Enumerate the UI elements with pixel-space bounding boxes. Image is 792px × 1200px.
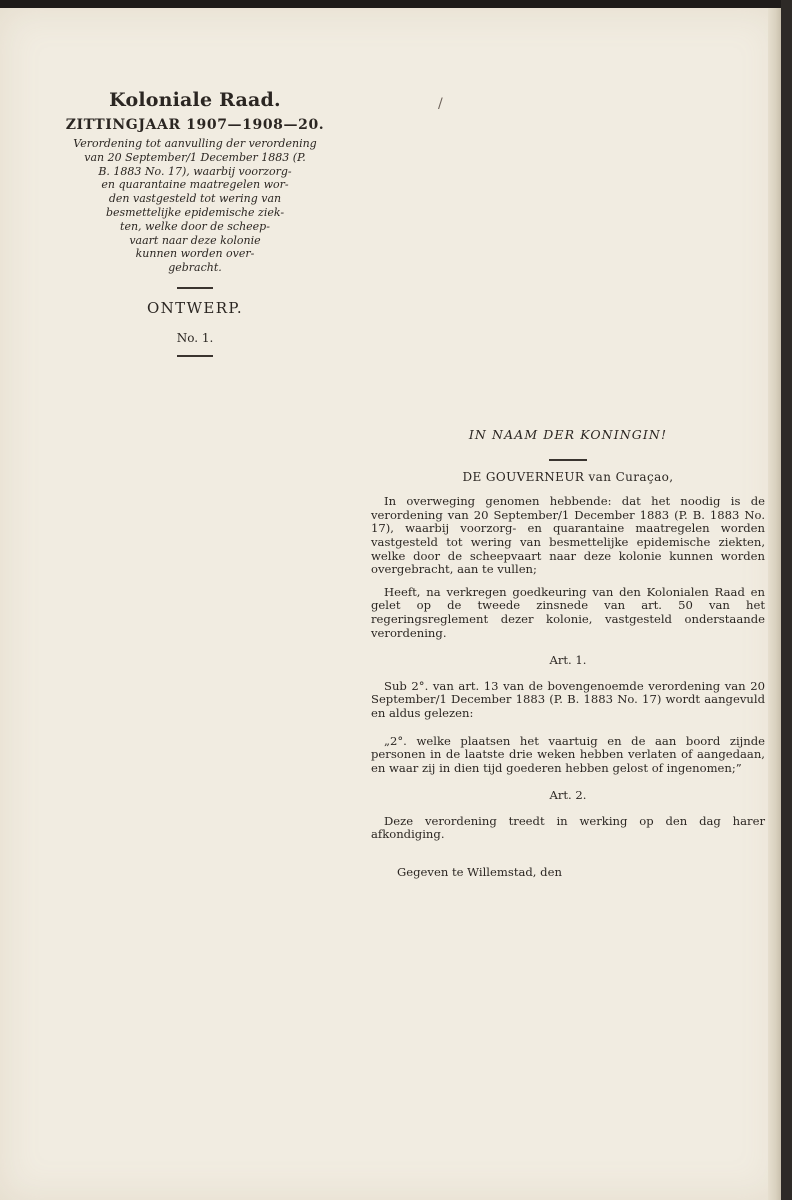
description-line: en quarantaine maatregelen wor- bbox=[101, 178, 289, 192]
page-fold bbox=[768, 8, 781, 1200]
draft-number: No. 1. bbox=[176, 330, 214, 345]
paragraph-considering: In overweging genomen hebbende: dat het noodig is de verordening van 20 September/1 December 1883 (P. B. 1883 No. 17), waarbij voorzorg- en quarantaine maatregelen worden vastgesteld tot wering van besmettelijke epidemische ziekten, welke door de scheepvaart naar deze kolonie kunnen worden overgebracht, aan te vullen; bbox=[371, 494, 765, 577]
article-2-text: Deze verordening treedt in werking op den dag harer afkondiging. bbox=[371, 813, 765, 842]
description-line: den vastgesteld tot wering van bbox=[108, 192, 282, 206]
description-line: ten, welke door de scheep- bbox=[120, 219, 270, 233]
closing-line: Gegeven te Willemstad, den bbox=[397, 865, 562, 880]
council-title: Koloniale Raad. bbox=[109, 89, 281, 111]
left-column bbox=[60, 88, 330, 357]
description-line: gebracht. bbox=[168, 261, 222, 275]
description-line: besmettelijke epidemische ziek- bbox=[105, 205, 285, 219]
divider bbox=[177, 355, 213, 357]
description-line: van 20 September/1 December 1883 (P. bbox=[84, 150, 306, 164]
pencil-mark: / bbox=[438, 96, 443, 112]
description-line: vaart naar deze kolonie bbox=[129, 233, 261, 247]
top-edge bbox=[0, 0, 792, 8]
heading: IN NAAM DER KONINGIN! bbox=[468, 427, 668, 442]
article-1-title: Art. 1. bbox=[549, 653, 587, 668]
ordinance-description bbox=[60, 137, 330, 275]
draft-label: ONTWERP. bbox=[146, 298, 244, 317]
article-1-text: Sub 2°. van art. 13 van de bovengenoemde verordening van 20 September/1 December 1883 (P. B. 1883 No. 17) wordt aangevuld en aldus gelezen: bbox=[371, 678, 765, 720]
divider bbox=[177, 287, 213, 289]
governor-line: DE GOUVERNEUR van Curaçao, bbox=[462, 469, 674, 484]
right-edge bbox=[781, 0, 792, 1200]
divider bbox=[549, 459, 587, 461]
session-year: ZITTINGJAAR 1907—1908—20. bbox=[65, 117, 325, 133]
paragraph-enactment: Heeft, na verkregen goedkeuring van den Kolonialen Raad en gelet op de tweede zinsnede van art. 50 van het regeringsreglement dezer kolonie, vastgesteld onderstaande verordening. bbox=[371, 584, 765, 640]
ordinance-text bbox=[371, 428, 765, 880]
description-line: B. 1883 No. 17), waarbij voorzorg- bbox=[98, 164, 292, 178]
article-2-title: Art. 2. bbox=[549, 788, 587, 803]
description-line: kunnen worden over- bbox=[135, 247, 255, 261]
article-1-quote: „2°. welke plaatsen het vaartuig en de aan boord zijnde personen in de laatste drie weken hebben verlaten of aangedaan, en waar zij in dien tijd goederen hebben gelost of ingenomen;” bbox=[371, 733, 765, 775]
description-line: Verordening tot aanvulling der verordening bbox=[73, 137, 317, 150]
